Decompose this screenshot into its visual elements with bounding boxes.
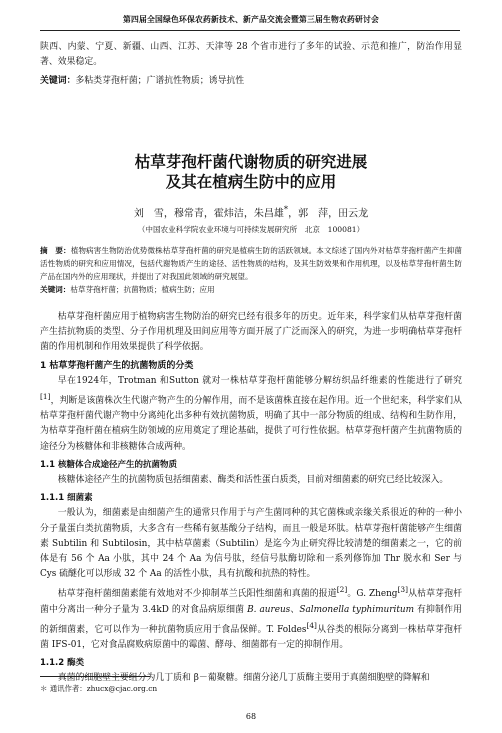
title-line-2: 及其在植病生防中的应用	[165, 172, 337, 191]
section-1-text-b: ，判断是该菌株次生代谢产物产生的分解作用，而不是该菌株直接在起作用。近一个世纪来，科学家们从枯草芽孢杆菌代谢产物中分离纯化出多种有效抗菌物质，明确了其中一部分物质的组成、结构和生防作用，为枯草芽孢杆菌在植病生防领域的应用奠定了理论基础，提供了可行性依据。枯草芽孢杆菌产生抗菌物质的途径分为核糖体和非核糖体合成两种。	[40, 395, 462, 452]
keywords	[40, 283, 462, 296]
running-header: 第四届全国绿色环保农药新技术、新产品交流会暨第三届生物农药研讨会	[123, 15, 379, 24]
section-1-1-2-paragraph: 真菌的细胞壁主要组分为几丁质和 β－葡聚糖。细菌分泌几丁质酶主要用于真菌细胞壁的降解和	[57, 673, 430, 684]
para-2-text-a: 枯草芽孢杆菌细菌素能有效地对不少抑制革兰氏阳性细菌和真菌的报道	[57, 589, 337, 600]
para-2-text-c: 从枯草芽孢杆菌中分离出一种分子量为 3.4kD 的对食品病原细菌	[40, 589, 462, 615]
article-body	[40, 310, 462, 687]
keywords-label: 关键词：	[40, 285, 71, 294]
section-1-1-2-heading: 1.1.2 酶类	[40, 658, 85, 669]
abstract	[40, 244, 462, 283]
corresponding-mark: *	[283, 204, 289, 214]
footnote-rule	[40, 676, 150, 677]
abstract-block	[40, 244, 462, 296]
authors-tail: ，郭 萍，田云龙	[288, 208, 369, 220]
citation-3: [3]	[397, 585, 408, 595]
title-line-1: 枯草芽孢杆菌代谢物质的研究进展	[134, 152, 368, 171]
section-1-1-1-paragraph-1: 一般认为，细菌素是由细菌产生的通常只作用于与产生菌同种的其它菌株或亲缘关系很近的种的一种小分子量蛋白类抗菌物质，大多含有一些稀有氨基酸分子结构，而且一般是环肽。枯草芽孢杆菌能够产生细菌素 Subtilin 和 Subtilosin，其中枯草菌素（Subtilin）是迄今为止研究得比较清楚的细菌素之一，它的前体是有 56 个 Aa 小肽，其中 24 个 Aa 为信号肽，经信号肽酶切除和一系列修饰加 Thr 脱水和 Ser 与 Cys 硫醚化可以形成 32 个 Aa 的活性小肽，具有抗酸和抗热的特性。	[40, 508, 462, 580]
section-1-1-paragraph: 核糖体途径产生的抗菌物质包括细菌素、酶类和活性蛋白质类，目前对细菌素的研究已经比较深入。	[57, 475, 449, 485]
previous-article-tail	[40, 40, 462, 90]
para-2-text-f: 从谷类的根际分离到一株枯草芽孢杆菌 IFS-01，它对食品腐败病原菌中的霉菌、酵母、细菌都有一定的抑制作用。	[40, 624, 462, 650]
para-2-text-b: 。G. Zheng	[347, 589, 398, 600]
abstract-text: 植物病害生物防治优势微株枯草芽孢杆菌的研究是植病生防的活跃领域。本文综述了国内外对枯草芽孢杆菌产生抑菌活性物质的研究和应用情况，包括代谢物质产生的途径、活性物质的结构，及其生防效果和作用机理，以及枯草芽孢杆菌生防产品在国内外的应用现状，并提出了对我国此领域的研究展望。	[40, 246, 463, 281]
previous-keywords-value: 多粘类芽孢杆菌；广谱抗性物质；诱导抗性	[75, 76, 245, 87]
citation-1: [1]	[40, 392, 51, 402]
footnote: ＊ 通讯作者：zhucx@cjac.org.cn	[40, 684, 158, 693]
article-title	[0, 152, 502, 192]
previous-text: 陕西、内蒙、宁夏、新疆、山西、江苏、天津等 28 个省市进行了多年的试验、示范和推广，防治作用显著、效果稳定。	[40, 42, 462, 68]
section-1-paragraph	[40, 374, 462, 455]
section-1-1-1-heading: 1.1.1 细菌素	[40, 493, 93, 504]
intro-paragraph: 枯草芽孢杆菌应用于植物病害生物防治的研究已经有很多年的历史。近年来，科学家们从枯草芽孢杆菌产生拮抗物质的类型、分子作用机理及田间应用等方面开展了广泛而深入的研究，为进一步明确枯草芽孢杆菌的作用机制和作用效果提供了科学依据。	[40, 312, 462, 353]
keywords-value: 枯草芽孢杆菌；抗菌物质；植病生防；应用	[70, 285, 215, 294]
section-1-text-a: 早在1924年，Trotman 和Sutton 就对一株枯草芽孢杆菌能够分解纺织品纤维素的性能进行了研究	[57, 375, 462, 386]
citation-2: [2]	[336, 585, 348, 595]
header-rule	[40, 30, 460, 31]
section-1-heading: 1 枯草芽孢杆菌产生的抗菌物质的分类	[40, 360, 194, 371]
authors	[0, 204, 502, 219]
page-number: 68	[245, 712, 257, 721]
section-1-1-heading: 1.1 核糖体合成途径产生的抗菌物质	[40, 459, 178, 470]
species-name-1: B. aureus	[247, 604, 291, 615]
species-name-2: Salmonella typhimuritum	[299, 604, 415, 615]
citation-4: [4]	[306, 620, 317, 630]
authors-text: 刘 雪，穆常青，霍炜洁，朱昌雄	[133, 208, 284, 220]
previous-keywords-label: 关键词：	[40, 76, 76, 87]
affiliation: （中国农业科学院农业环境与可持续发展研究所 北京 100081）	[137, 225, 365, 234]
previous-keywords	[40, 74, 462, 89]
section-1-1-1-paragraph-2	[40, 582, 462, 653]
para-2-text-d: 、	[290, 604, 300, 615]
para-2-text-e: 有抑制作用的新细菌素，它可以作为一种抗菌物质应用于食品保鲜。T. Foldes	[40, 604, 462, 635]
abstract-label: 摘 要：	[40, 246, 71, 255]
